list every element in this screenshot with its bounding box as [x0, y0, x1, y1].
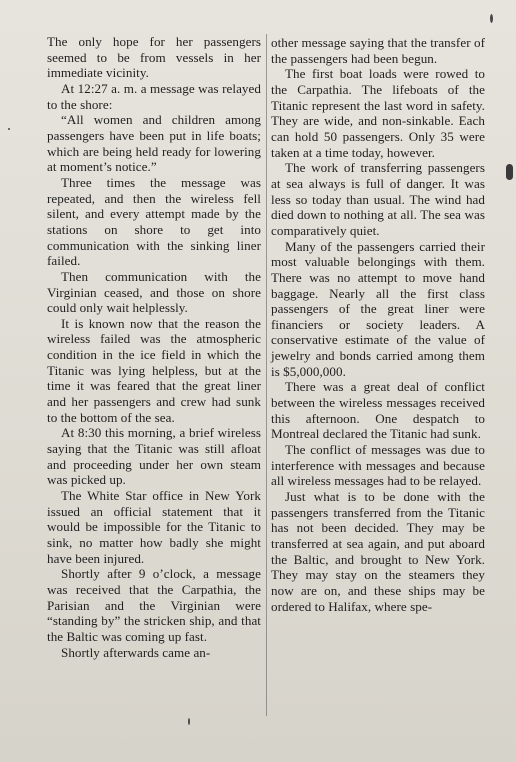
paragraph: At 8:30 this morning, a brief wireless saying that the Titanic was still afloat and proceeding under her own steam was picked up.: [47, 425, 261, 488]
ink-speck: [490, 14, 493, 23]
paragraph: Shortly afterwards came an-: [61, 644, 211, 660]
paragraph: other message saying that the transfer of the passengers had been begun.: [271, 35, 485, 66]
paragraph: The White Star office in New York issued an official statement that it would be impossible for the Titanic to sink, no matter how badly she might have been injured.: [47, 488, 261, 566]
paragraph: The first boat loads were rowed to the Carpathia. The lifeboats of the Titanic represent the last word in safety. They are wide, and non-sinkable. Each can hold 50 passengers. Only 35 were taken at a time today, however.: [271, 66, 485, 160]
paragraph: The only hope for her passengers seemed to be from vessels in her immediate vicinity.: [47, 34, 261, 81]
paragraph: Shortly after 9 o’clock, a message was received that the Carpathia, the Parisian and the Virginian were “standing by” the stricken ship, and that the Baltic was coming up fast.: [47, 566, 261, 644]
paragraph: At 12:27 a. m. a message was relayed to the shore:: [47, 80, 261, 112]
paragraph: There was a great deal of conflict between the wireless messages received this afternoon. One despatch to Montreal declared the Titanic had sunk.: [271, 379, 485, 442]
paragraph: The conflict of messages was due to interference with messages and because all wireless messages had to be relayed.: [271, 442, 485, 489]
paragraph: Three times the message was repeated, and then the wireless fell silent, and every attempt made by the stations on shore to get into communication with the sinking liner failed.: [47, 174, 261, 269]
ink-speck: [188, 718, 190, 725]
paragraph: Many of the passengers carried their most valuable belongings with them. There was no attempt to move hand baggage. Nearly all the first class passengers of the great liner were financiers or society leaders. A conservative estimate of the value of jewelry and bonds carried among them is $5,000,000.: [271, 238, 485, 379]
ink-speck: [8, 128, 10, 130]
paragraph: Then communication with the Virginian ceased, and those on shore could only wait helplessly.: [47, 268, 261, 316]
column-divider: [266, 34, 267, 716]
paragraph: Just what is to be done with the passengers transferred from the Titanic has not been decided. They may be transferred at sea again, and put aboard the Baltic, and brought to New York. They may stay on the steamers they now are on, and these ships may be ordered to Halifax, where spe-: [271, 489, 485, 614]
paragraph: “All women and children among passengers have been put in life boats; which are being held ready for lowering at moment’s notice.”: [47, 112, 261, 175]
left-column: [47, 34, 261, 660]
paragraph: The work of transferring passengers at sea always is full of danger. It was less so today than usual. The wind had died down to nothing at all. The sea was comparatively quiet.: [271, 160, 485, 238]
page-edge-mark: [506, 164, 513, 180]
right-column: [271, 35, 485, 614]
paragraph: It is known now that the reason the wireless failed was the atmospheric condition in the ice field in which the Titanic was lying helpless, but at the time it was feared that the great liner and her passengers and crew had sunk to the bottom of the sea.: [47, 315, 261, 425]
